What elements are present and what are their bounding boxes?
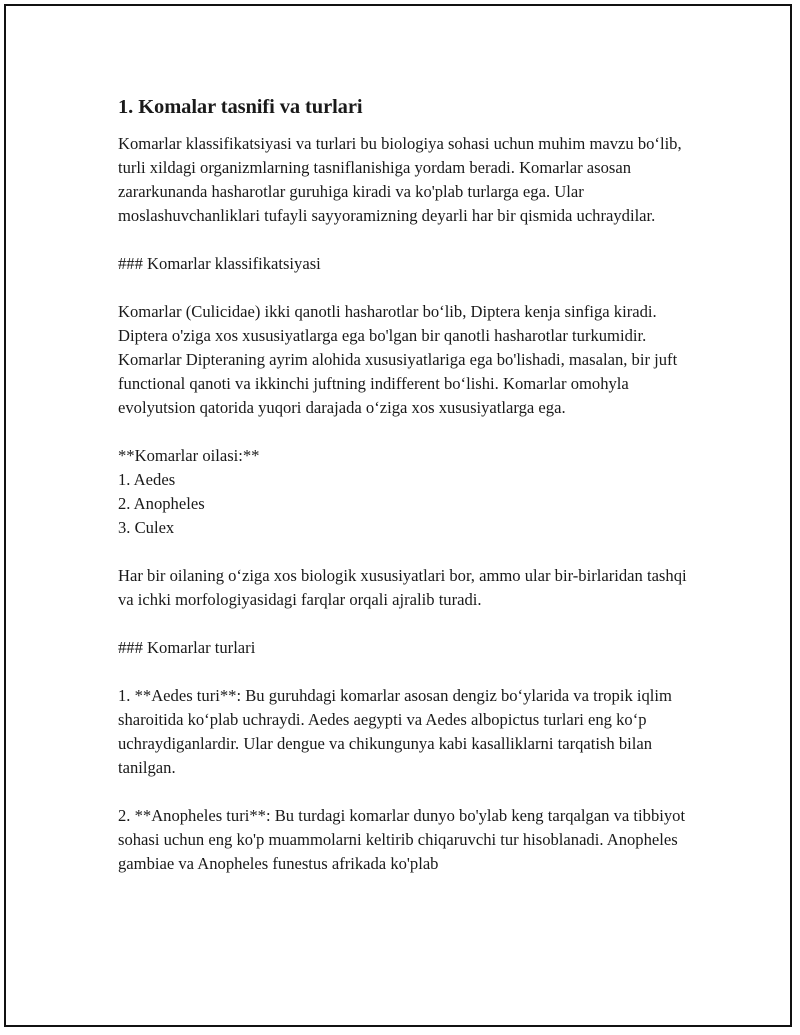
list-item: 2. Anopheles — [118, 494, 205, 513]
families-list — [118, 468, 693, 540]
document-title: 1. Komalar tasnifi va turlari — [118, 96, 363, 118]
classification-paragraph: Komarlar (Culicidae) ikki qanotli hasharotlar bo‘lib, Diptera kenja sinfiga kiradi. Diptera o'ziga xos xususiyatlarga ega bo'lgan bir qanotli hasharotlar turkumidir. Komarlar Dipteraning ayrim alohida xususiyatlariga ega bo'lishadi, masalan, bir juft functional qanoti va ikkinchi juftning indifferent bo‘lishi. Komarlar omohyla evolyutsion qatorida yuqori darajada o‘ziga xos xususiyatlarga ega. — [118, 302, 678, 417]
document-body — [118, 93, 693, 876]
type-anopheles-paragraph: 2. **Anopheles turi**: Bu turdagi komarlar dunyo bo'ylab keng tarqalgan va tibbiyot sohasi uchun eng ko'p muammolarni keltirib chiqaruvchi tur hisoblanadi. Anopheles gambiae va Anopheles funestus afrikada ko'plab — [118, 806, 686, 873]
list-item: 1. Aedes — [118, 470, 176, 489]
section-heading-classification: ### Komarlar klassifikatsiyasi — [118, 254, 321, 273]
list-item: 3. Culex — [118, 518, 175, 537]
type-aedes-paragraph: 1. **Aedes turi**: Bu guruhdagi komarlar asosan dengiz bo‘ylarida va tropik iqlim sharoitida ko‘plab uchraydi. Aedes aegypti va Aedes albopictus turlari eng ko‘p uchraydiganlardir. Ular dengue va chikungunya kabi kasalliklarni tarqatish bilan tanilgan. — [118, 686, 672, 777]
intro-paragraph: Komarlar klassifikatsiyasi va turlari bu biologiya sohasi uchun muhim mavzu bo‘lib, turli xildagi organizmlarning tasniflanishiga yordam beradi. Komarlar asosan zararkunanda hasharotlar guruhiga kiradi va ko'plab turlarga ega. Ular moslashuvchanliklari tufayli sayyoramizning deyarli har bir qismida uchraydilar. — [118, 134, 682, 225]
families-label: **Komarlar oilasi:** — [118, 446, 260, 465]
families-note-paragraph: Har bir oilaning o‘ziga xos biologik xususiyatlari bor, ammo ular bir-birlaridan tashqi va ichki morfologiyasidagi farqlar orqali ajralib turadi. — [118, 566, 687, 609]
section-heading-types: ### Komarlar turlari — [118, 638, 256, 657]
